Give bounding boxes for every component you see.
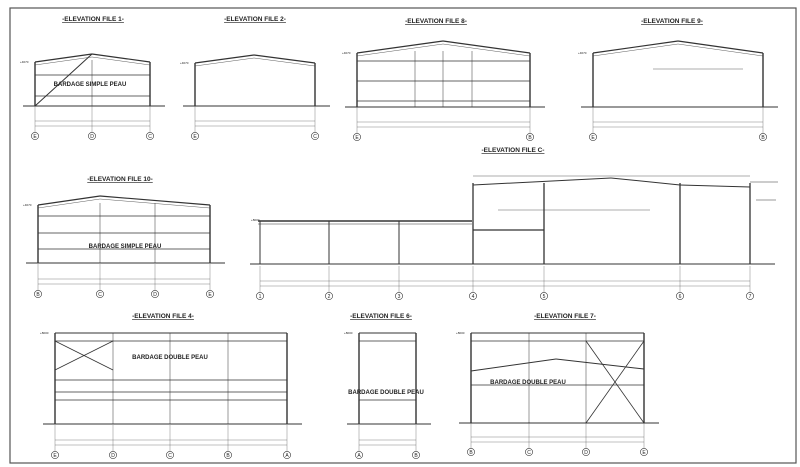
axis-label: C <box>98 291 102 298</box>
axis-label: 1 <box>258 293 262 300</box>
cladding-note: BARDAGE DOUBLE PEAU <box>132 355 208 361</box>
elevation-file-5 <box>23 176 225 298</box>
axis-label: B <box>761 134 765 141</box>
level-mark: +4670 <box>342 51 351 55</box>
level-mark: +4670 <box>578 51 587 55</box>
axis-label: 7 <box>748 293 752 300</box>
elevation-title: -ELEVATION FILE 9- <box>641 18 703 25</box>
level-mark: +8000 <box>40 331 49 335</box>
rafter <box>473 178 611 185</box>
axis-label: C <box>168 452 172 459</box>
axis-label: C <box>313 133 317 140</box>
rafter-flange <box>357 44 443 56</box>
axis-label: 3 <box>397 293 401 300</box>
axis-label: 6 <box>678 293 682 300</box>
rafter <box>678 41 763 53</box>
elevation-title: -ELEVATION FILE 2- <box>224 16 286 23</box>
level-mark: +8000 <box>251 218 260 222</box>
elevation-title: -ELEVATION FILE C- <box>481 147 545 154</box>
elevation-title: -ELEVATION FILE 8- <box>405 18 467 25</box>
axis-label: E <box>33 133 37 140</box>
cladding-note: BARDAGE DOUBLE PEAU <box>490 380 566 386</box>
elevation-title: -ELEVATION FILE 4- <box>132 313 194 320</box>
axis-label: E <box>642 449 646 456</box>
axis-label: A <box>357 452 361 459</box>
rafter <box>611 178 680 185</box>
cladding-note: BARDAGE SIMPLE PEAU <box>88 244 162 250</box>
elevation-title: -ELEVATION FILE 7- <box>534 313 596 320</box>
elevation-file-7 <box>40 313 302 459</box>
axis-label: B <box>528 134 532 141</box>
axis-label: D <box>90 133 94 140</box>
axis-label: 5 <box>542 293 546 300</box>
elevation-file-1 <box>20 16 165 140</box>
axis-label: A <box>285 452 289 459</box>
rafter-flange <box>593 44 678 56</box>
level-mark: +4670 <box>180 61 189 65</box>
rafter-flange <box>678 44 763 56</box>
elevation-file-6 <box>250 147 778 300</box>
cladding-note: BARDAGE SIMPLE PEAU <box>53 82 127 88</box>
elevation-file-8 <box>344 313 431 459</box>
level-mark: +4670 <box>20 60 29 64</box>
elevation-title: -ELEVATION FILE 6- <box>350 313 412 320</box>
axis-label: B <box>226 452 230 459</box>
level-mark: +4670 <box>23 203 32 207</box>
axis-label: E <box>355 134 359 141</box>
rafter <box>357 41 443 53</box>
axis-label: D <box>153 291 157 298</box>
axis-label: E <box>53 452 57 459</box>
rafter-flange <box>443 44 530 56</box>
elevation-file-2 <box>180 16 330 140</box>
elevation-file-4 <box>578 18 778 141</box>
axis-label: E <box>193 133 197 140</box>
level-mark: +8000 <box>344 331 353 335</box>
elevation-file-9 <box>456 313 659 456</box>
rafter <box>593 41 678 53</box>
rafter <box>471 359 556 371</box>
axis-label: E <box>208 291 212 298</box>
axis-label: B <box>414 452 418 459</box>
elevation-title: -ELEVATION FILE 10- <box>87 176 153 183</box>
axis-label: D <box>584 449 588 456</box>
elevation-title: -ELEVATION FILE 1- <box>62 16 124 23</box>
axis-label: 2 <box>327 293 331 300</box>
axis-label: C <box>527 449 531 456</box>
axis-label: 4 <box>471 293 475 300</box>
axis-label: B <box>36 291 40 298</box>
elevation-file-3 <box>342 18 545 141</box>
rafter <box>443 41 530 53</box>
cladding-note: BARDAGE DOUBLE PEAU <box>348 390 424 396</box>
axis-label: C <box>148 133 152 140</box>
bracing <box>35 54 92 106</box>
axis-label: B <box>469 449 473 456</box>
level-mark: +8000 <box>456 331 465 335</box>
axis-label: E <box>591 134 595 141</box>
rafter <box>680 185 750 187</box>
axis-label: D <box>111 452 115 459</box>
